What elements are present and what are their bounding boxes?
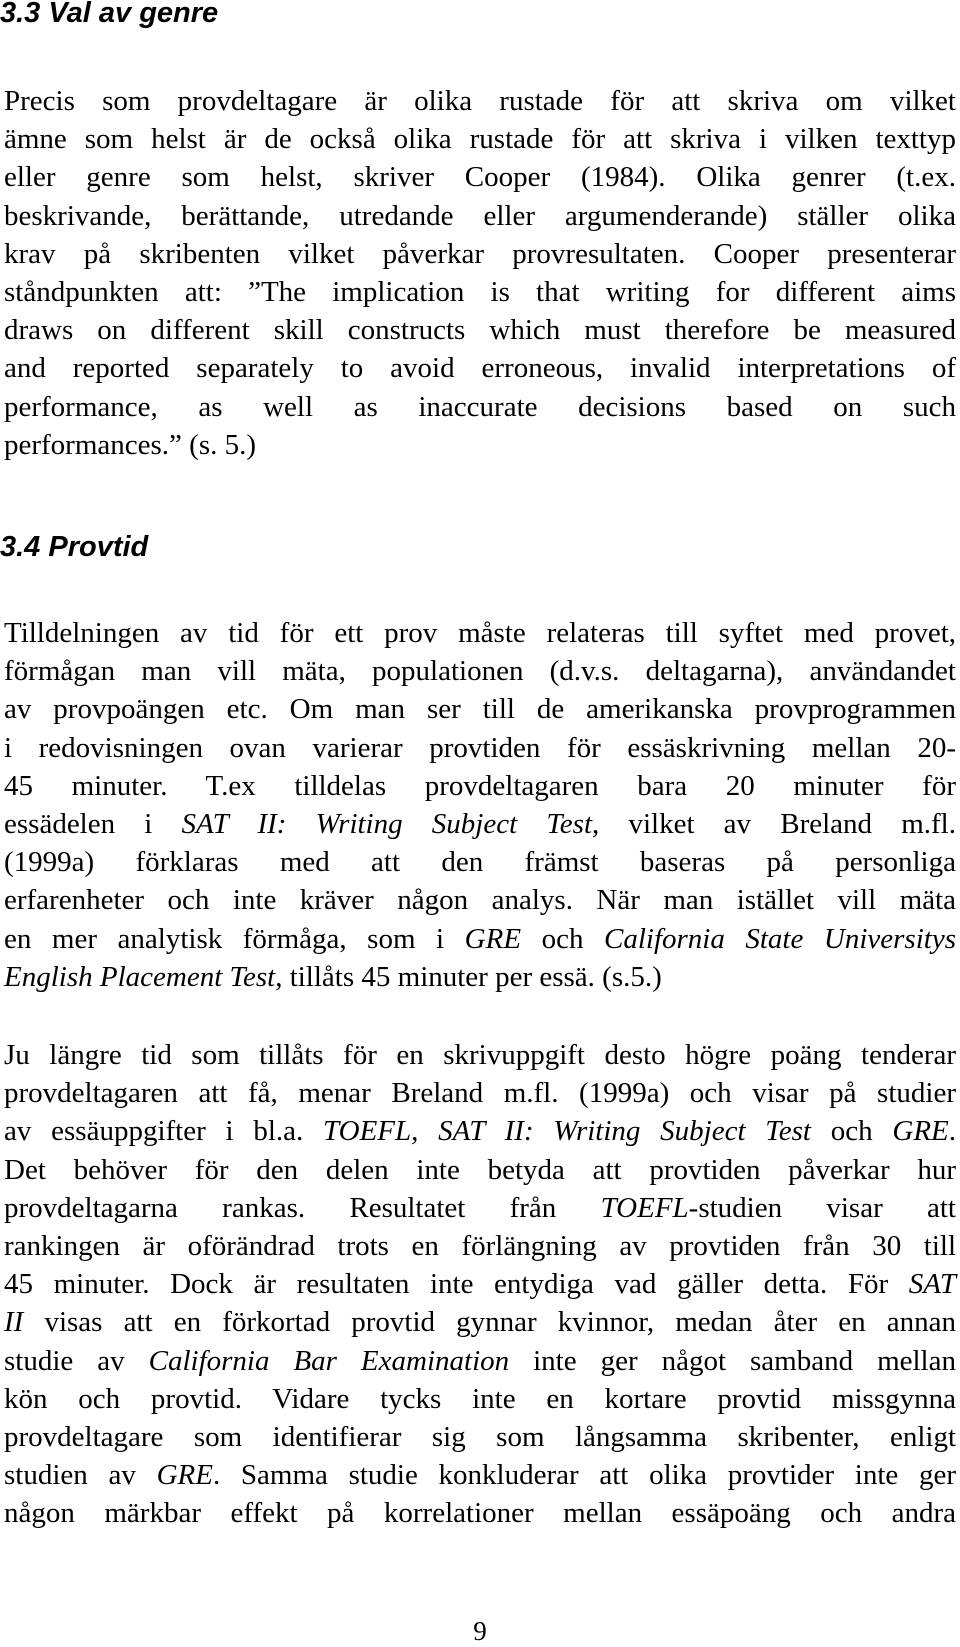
paragraph-provtid-1: [4, 614, 956, 996]
text-run: studien av: [4, 1459, 157, 1492]
text-run: studie av: [4, 1344, 149, 1377]
text-line: Tilldelningen av tid för ett prov måste relateras till syftet med provet,: [4, 617, 956, 649]
text-line: [4, 1456, 956, 1494]
text-line: Ju längre tid som tillåts för en skrivuppgift desto högre poäng tenderar: [4, 1039, 956, 1071]
text-line: beskrivande, berättande, utredande eller argumenderande) ställer olika: [4, 199, 956, 232]
text-run: , vilket av Breland m.fl.: [592, 807, 956, 840]
test-title: California Bar Examination: [148, 1344, 510, 1377]
text-run: en mer analytisk förmåga, som i: [4, 922, 465, 955]
text-run: essädelen i: [4, 807, 182, 840]
text-line: krav på skribenten vilket påverkar provresultaten. Cooper presenterar: [4, 237, 956, 270]
text-line: [4, 920, 956, 958]
text-line: ståndpunkten att: ”The implication is that writing for different aims: [4, 275, 956, 308]
text-run: av essäuppgifter i bl.a.: [4, 1115, 324, 1148]
text-line: eller genre som helst, skriver Cooper (1984). Olika genrer (t.ex.: [4, 161, 956, 194]
page-number: 9: [473, 1616, 487, 1646]
text-line: av provpoängen etc. Om man ser till de amerikanska provprogrammen: [4, 693, 956, 726]
text-run: och: [810, 1115, 893, 1148]
text-run: .: [948, 1115, 956, 1148]
test-title: SAT II: Writing Subject Test: [181, 807, 593, 840]
test-title: GRE: [464, 922, 522, 955]
text-line: [4, 805, 956, 843]
text-line: Precis som provdeltagare är olika rustade för att skriva om vilket: [4, 85, 956, 117]
text-line: performance, as well as inaccurate decisions based on such: [4, 390, 956, 423]
text-line: i redovisningen ovan varierar provtiden för essäskrivning mellan 20-: [4, 731, 956, 764]
text-run: , tillåts 45 minuter per essä. (s.5.): [275, 960, 662, 993]
text-run: och: [521, 922, 604, 955]
text-line: [4, 1189, 956, 1227]
text-line: [4, 1112, 956, 1150]
paragraph-provtid-2: [4, 1036, 956, 1532]
test-title: GRE: [892, 1115, 949, 1148]
text-line: förmågan man vill mäta, populationen (d.v.s. deltagarna), användandet: [4, 655, 956, 688]
text-line: draws on different skill constructs which must therefore be measured: [4, 314, 956, 347]
test-title: GRE: [156, 1459, 213, 1492]
text-line: Det behöver för den delen inte betyda att provtiden påverkar hur: [4, 1153, 956, 1186]
text-line: [4, 1342, 956, 1380]
section-heading-3-4: 3.4 Provtid: [0, 531, 149, 563]
text-run: -studien visar att: [688, 1191, 956, 1224]
text-line: 45 minuter. T.ex tilldelas provdeltagaren bara 20 minuter för: [4, 769, 956, 802]
text-line: provdeltagaren att få, menar Breland m.fl. (1999a) och visar på studier: [4, 1077, 956, 1110]
text-run: visas att en förkortad provtid gynnar kvinnor, medan åter en annan: [23, 1306, 956, 1339]
text-line: kön och provtid. Vidare tycks inte en kortare provtid missgynna: [4, 1382, 956, 1415]
text-run: 45 minuter. Dock är resultaten inte entydiga vad gäller detta. För: [4, 1268, 909, 1301]
paragraph-genre: [4, 82, 956, 464]
text-line: performances.” (s. 5.): [4, 428, 257, 461]
text-run: provdeltagarna rankas. Resultatet från: [4, 1191, 601, 1224]
text-line: ämne som helst är de också olika rustade för att skriva i vilken texttyp: [4, 123, 956, 156]
test-title: TOEFL: [600, 1191, 689, 1224]
text-line: rankingen är oförändrad trots en förlängning av provtiden från 30 till: [4, 1229, 956, 1262]
test-title: English Placement Test: [4, 960, 276, 993]
text-line: provdeltagare som identifierar sig som långsamma skribenter, enligt: [4, 1420, 956, 1453]
text-run: . Samma studie konkluderar att olika provtider inte ger: [212, 1459, 956, 1492]
text-line: erfarenheter och inte kräver någon analys. När man istället vill mäta: [4, 884, 956, 917]
test-title: II: [4, 1306, 24, 1339]
text-run: inte ger något samband mellan: [509, 1344, 956, 1377]
text-line: någon märkbar effekt på korrelationer mellan essäpoäng och andra: [4, 1497, 956, 1530]
test-title: California State Universitys: [603, 922, 956, 955]
text-line: and reported separately to avoid erroneous, invalid interpretations of: [4, 352, 956, 385]
test-title: TOEFL, SAT II: Writing Subject Test: [323, 1115, 811, 1148]
text-line: [4, 1265, 956, 1303]
section-heading-3-3: 3.3 Val av genre: [0, 0, 219, 29]
text-line: [4, 1303, 956, 1341]
test-title: SAT: [908, 1268, 956, 1301]
text-line: (1999a) förklaras med att den främst baseras på personliga: [4, 846, 956, 879]
text-line: [4, 958, 956, 996]
